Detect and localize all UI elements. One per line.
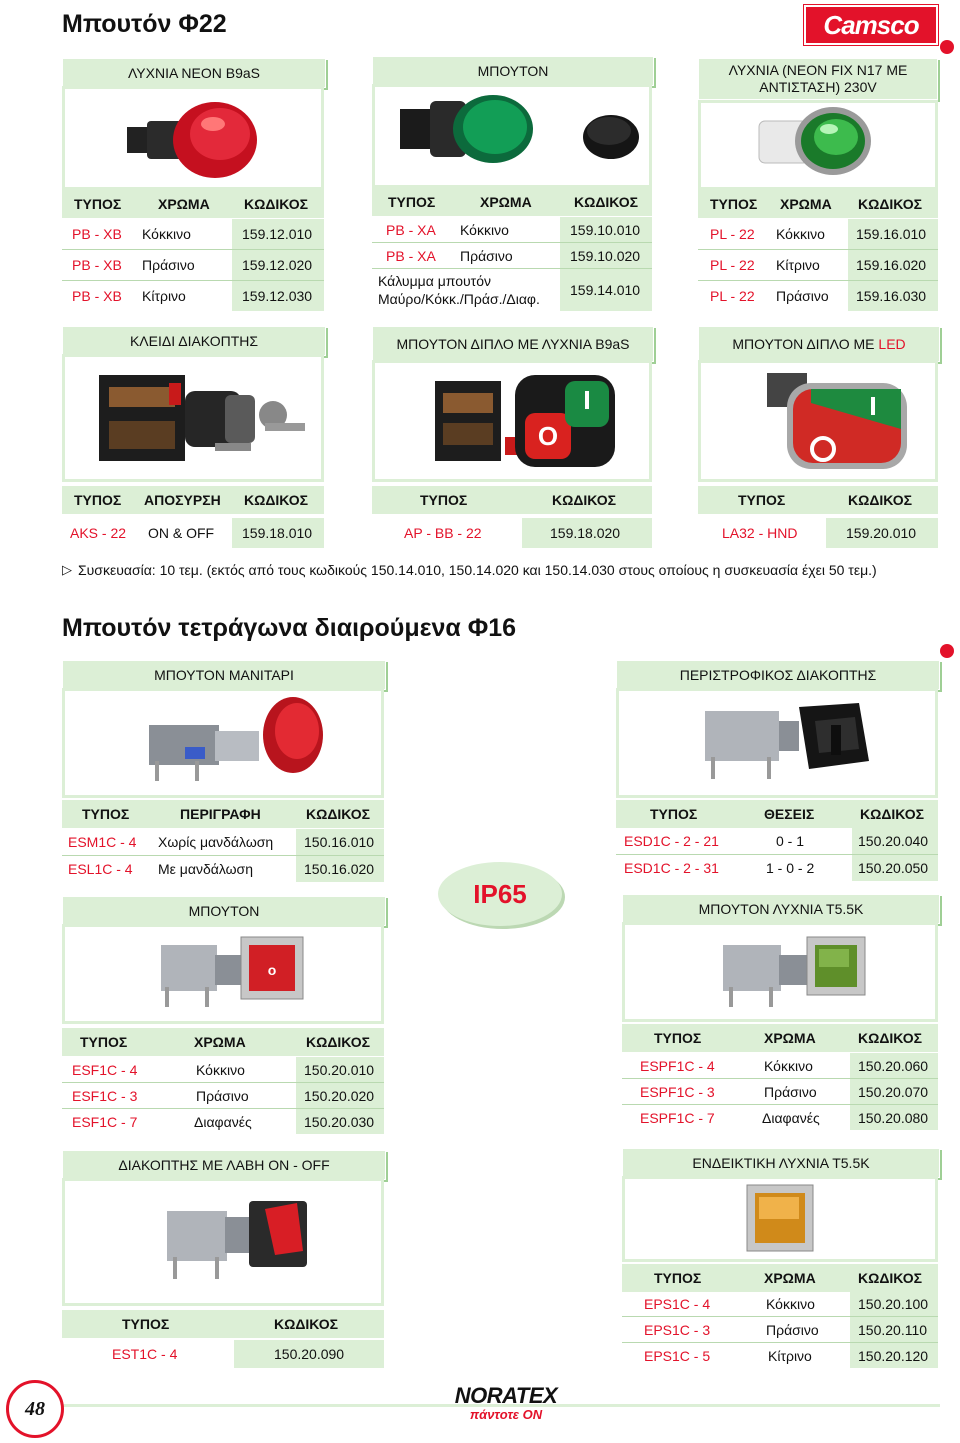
s11-image [62,1178,384,1306]
s9-image [62,924,384,1024]
table-row: PL - 22 Κίτρινο 159.16.020 [698,250,938,280]
packaging-note: ▷ Συσκευασία: 10 τεμ. (εκτός από τους κωδικούς 150.14.010, 150.14.020 και 150.14.030 στους οποίους η συσκευασία έχει 50 τεμ.) [62,562,877,578]
table-row: EPS1C - 4 Κόκκινο 150.20.100 [622,1291,938,1316]
s12-header: ΕΝΔΕΙΚΤΙΚΗ ΛΥΧΝΙΑ T5.5K [622,1148,940,1178]
s1-col-code: ΚΩΔΙΚΟΣ [244,196,309,212]
table-row: ESPF1C - 3 Πράσινο 150.20.070 [622,1079,938,1104]
s8-table-head: ΤΥΠΟΣ ΘΕΣΕΙΣ ΚΩΔΙΚΟΣ [616,800,938,828]
s10-table-head: ΤΥΠΟΣ ΧΡΩΜΑ ΚΩΔΙΚΟΣ [622,1024,938,1052]
page-title-1: Μπουτόν Φ22 [62,10,227,38]
s4-header: ΚΛΕΙΔΙ ΔΙΑΚΟΠΤΗΣ [62,326,326,356]
push-button-green-icon [375,87,649,185]
s3-image [698,100,938,190]
svg-text:O: O [537,421,559,451]
double-button-led-icon [701,363,935,479]
square-lamp-button-green-icon [625,925,935,1019]
s12-table-head: ΤΥΠΟΣ ΧΡΩΜΑ ΚΩΔΙΚΟΣ [622,1264,938,1292]
table-row: Κάλυμμα μπουτόν Μαύρο/Κόκκ./Πράσ./Διαφ. 159.14.010 [372,269,652,311]
camsco-logo-text: Camsco [823,9,919,40]
ip65-badge: IP65 [438,862,562,926]
table-row: PB - XB Κόκκινο 159.12.010 [62,219,324,249]
s7-header: ΜΠΟΥΤΟΝ ΜΑΝΙΤΑΡΙ [62,660,386,690]
toggle-lever-switch-icon [65,1181,381,1303]
table-row: AP - BB - 22 159.18.020 [372,518,652,548]
s7-image [62,688,384,798]
s11-header: ΔΙΑΚΟΠΤΗΣ ΜΕ ΛΑΒΗ ON - OFF [62,1150,386,1180]
neon-lamp-green-icon [701,103,935,187]
table-row: EST1C - 4 150.20.090 [62,1340,384,1368]
table-row: ESPF1C - 4 Κόκκινο 150.20.060 [622,1053,938,1078]
s9-table-head: ΤΥΠΟΣ ΧΡΩΜΑ ΚΩΔΙΚΟΣ [62,1028,384,1056]
s1-image [62,86,324,190]
s12-image [622,1176,938,1262]
svg-text:o: o [267,962,277,978]
s2-image [372,84,652,188]
table-row: LA32 - HND 159.20.010 [698,518,938,548]
triangle-bullet-icon: ▷ [62,562,72,577]
table-row: ESL1C - 4 Με μανδάλωση 150.16.020 [62,856,384,882]
s3-table-head: ΤΥΠΟΣ ΧΡΩΜΑ ΚΩΔΙΚΟΣ [698,190,938,218]
noratex-logo: NORATEX πάντοτε ON [454,1383,558,1422]
table-row: ESPF1C - 7 Διαφανές 150.20.080 [622,1105,938,1130]
corner-dot [940,40,954,54]
table-row: PB - XA Πράσινο 159.10.020 [372,243,652,268]
s6-header [698,326,940,362]
key-switch-icon [65,357,321,479]
s10-header: ΜΠΟΥΤΟΝ ΛΥΧΝΙΑ T5.5K [622,894,940,924]
s10-image [622,922,938,1022]
table-row: AKS - 22 ON & OFF 159.18.010 [62,518,324,548]
s1-table-head [62,190,324,218]
camsco-logo [804,5,938,45]
s4-image [62,354,324,482]
table-row: ESD1C - 2 - 21 0 - 1 150.20.040 [616,828,938,854]
table-row: EPS1C - 5 Κίτρινο 150.20.120 [622,1343,938,1368]
s7-table-head: ΤΥΠΟΣ ΠΕΡΙΓΡΑΦΗ ΚΩΔΙΚΟΣ [62,800,384,828]
s2-header: ΜΠΟΥΤΟΝ [372,56,654,86]
table-row: PB - XB Κίτρινο 159.12.030 [62,281,324,311]
table-row: PL - 22 Κόκκινο 159.16.010 [698,219,938,249]
neon-lamp-red-icon [65,89,321,187]
indicator-lamp-yellow-icon [625,1179,935,1259]
s11-table-head: ΤΥΠΟΣ ΚΩΔΙΚΟΣ [62,1310,384,1338]
s5-image [372,360,652,482]
page-number: 48 [6,1380,64,1438]
corner-dot [940,644,954,658]
table-row: PB - XB Πράσινο 159.12.020 [62,250,324,280]
s1-col-color: ΧΡΩΜΑ [158,196,210,212]
table-row: ESF1C - 4 Κόκκινο 150.20.010 [62,1057,384,1082]
s3-header: ΛΥΧΝΙΑ (NEON FIX N17 ME ΑΝΤΙΣΤΑΣΗ) 230V [698,58,938,100]
table-row: ESD1C - 2 - 31 1 - 0 - 2 150.20.050 [616,855,938,881]
s8-image [616,688,938,798]
s6-image [698,360,938,482]
s1-col-type: ΤΥΠΟΣ [74,196,122,212]
rotary-switch-icon [619,691,935,795]
s6-header-accent: LED [878,335,906,352]
s6-table-head: ΤΥΠΟΣ ΚΩΔΙΚΟΣ [698,486,938,514]
mushroom-button-icon [65,691,381,795]
table-row: PL - 22 Πράσινο 159.16.030 [698,281,938,311]
double-button-lamp-icon [375,363,649,479]
square-button-red-icon [65,927,381,1021]
s5-header: ΜΠΟΥΤΟΝ ΔΙΠΛΟ ΜΕ ΛΥΧΝΙΑ B9aS [372,326,654,362]
s4-table-head: ΤΥΠΟΣ ΑΠΟΣΥΡΣΗ ΚΩΔΙΚΟΣ [62,486,324,514]
s6-header-main: ΜΠΟΥΤΟΝ ΔΙΠΛΟ ΜΕ [732,335,875,352]
table-row: ESF1C - 7 Διαφανές 150.20.030 [62,1109,384,1134]
table-row: ESM1C - 4 Χωρίς μανδάλωση 150.16.010 [62,829,384,855]
table-row: PB - XA Κόκκινο 159.10.010 [372,217,652,242]
s1-header: ΛΥΧΝΙΑ NEON B9aS [62,58,326,88]
table-row: EPS1C - 3 Πράσινο 150.20.110 [622,1317,938,1342]
s8-header: ΠΕΡΙΣΤΡΟΦΙΚΟΣ ΔΙΑΚΟΠΤΗΣ [616,660,940,690]
s5-table-head: ΤΥΠΟΣ ΚΩΔΙΚΟΣ [372,486,652,514]
page-title-2: Μπουτόν τετράγωνα διαιρούμενα Φ16 [62,614,517,642]
s9-header: ΜΠΟΥΤΟΝ [62,896,386,926]
s2-table-head: ΤΥΠΟΣ ΧΡΩΜΑ ΚΩΔΙΚΟΣ [372,188,652,216]
table-row: ESF1C - 3 Πράσινο 150.20.020 [62,1083,384,1108]
